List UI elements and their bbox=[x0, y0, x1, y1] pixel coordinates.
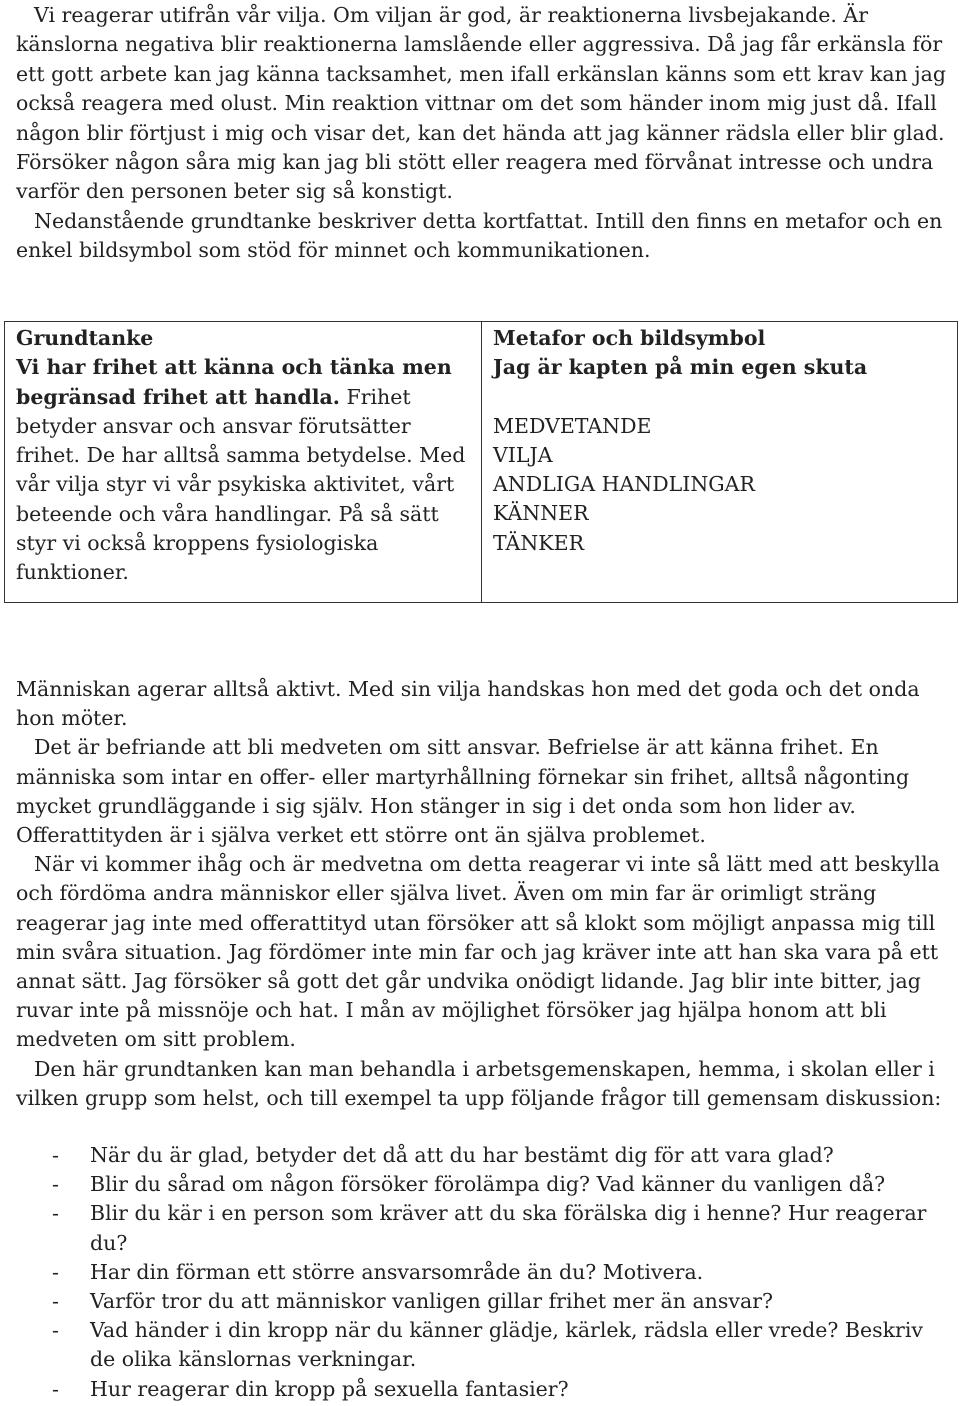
body-section bbox=[16, 675, 952, 1113]
question-text: Blir du sårad om någon försöker förolämpa dig? Vad känner du vanligen då? bbox=[90, 1172, 886, 1197]
question-item bbox=[52, 1170, 942, 1199]
metafor-header: Metafor och bildsymbol bbox=[493, 326, 766, 350]
grundtanke-table bbox=[4, 321, 958, 603]
metafor-item: VILJA bbox=[493, 442, 553, 467]
body-paragraph-4: Den här grundtanken kan man behandla i arbetsgemenskapen, hemma, i skolan eller i vilken grupp som helst, och till exempel ta upp följande frågor till gemensam diskussion: bbox=[16, 1056, 942, 1110]
question-text: Hur reagerar din kropp på sexuella fantasier? bbox=[90, 1376, 569, 1401]
intro-section bbox=[16, 0, 952, 266]
bullet-dash: - bbox=[52, 1376, 59, 1401]
metafor-item: MEDVETANDE bbox=[493, 413, 652, 438]
grundtanke-text: Frihet betyder ansvar och ansvar förutsätter frihet. De har alltså samma betydelse. Med vår vilja styr vi vår psykiska aktivitet, vårt beteende och våra handlingar. På så sätt styr vi också kroppens fysiologiska funktioner. bbox=[16, 384, 466, 585]
grundtanke-statement: Vi har frihet att känna och tänka men begränsad frihet att handla. bbox=[16, 355, 452, 409]
question-text: När du är glad, betyder det då att du har bestämt dig för att vara glad? bbox=[90, 1143, 834, 1167]
question-text: Varför tror du att människor vanligen gillar frihet mer än ansvar? bbox=[90, 1289, 773, 1314]
intro-paragraph-2: Nedanstående grundtanke beskriver detta kortfattat. Intill den finns en metafor och en enkel bildsymbol som stöd för minnet och kommunikationen. bbox=[16, 208, 943, 263]
intro-paragraph-1: Vi reagerar utifrån vår vilja. Om viljan är god, är reaktionerna livsbejakande. Är känslorna negativa blir reaktionerna lamslående eller aggressiva. Då jag får erkänsla för ett gott arbete kan jag känna tacksamhet, men ifall erkänslan känns som ett krav kan jag också reagera med olust. Min reaktion vittnar om det som händer inom mig just då. Ifall någon blir förtjust i mig och visar det, kan det hända att jag känner rädsla eller blir glad. Försöker någon såra mig kan jag bli stött eller reagera med förvånat intresse och undra varför den personen beter sig så konstigt. bbox=[16, 3, 946, 204]
metafor-item: KÄNNER bbox=[493, 501, 589, 526]
metafor-cell bbox=[482, 322, 958, 603]
body-paragraph-3: När vi kommer ihåg och är medvetna om detta reagerar vi inte så lätt med att beskylla och fördöma andra människor eller själva livet. Även om min far är orimligt sträng reagerar jag inte med offerattityd utan försöker att så klokt som möjligt anpassa mig till min svåra situation. Jag fördömer inte min far och jag kräver inte att han ska vara på ett annat sätt. Jag försöker så gott det går undvika onödigt lidande. Jag blir inte bitter, jag ruvar inte på missnöje och hat. I mån av möjlighet försöker jag hjälpa honom att bli medveten om sitt problem. bbox=[16, 852, 940, 1052]
question-item bbox=[52, 1141, 942, 1170]
question-text: Blir du kär i en person som kräver att du ska förälska dig i henne? Hur reagerar du? bbox=[90, 1201, 927, 1255]
question-item bbox=[52, 1316, 942, 1374]
body-paragraph-2: Det är befriande att bli medveten om sitt ansvar. Befrielse är att känna frihet. En människa som intar en offer- eller martyrhållning förnekar sin frihet, alltså någonting mycket grundläggande i sig själv. Hon stänger in sig i det onda som hon lider av. Offerattityden är i själva verket ett större ont än själva problemet. bbox=[16, 735, 910, 848]
bullet-dash: - bbox=[52, 1201, 59, 1226]
question-item bbox=[52, 1258, 942, 1287]
bullet-dash: - bbox=[52, 1172, 59, 1197]
metafor-item: ANDLIGA HANDLINGAR bbox=[493, 472, 755, 497]
metafor-statement: Jag är kapten på min egen skuta bbox=[493, 355, 868, 380]
bullet-dash: - bbox=[52, 1289, 59, 1314]
bullet-dash: - bbox=[52, 1143, 59, 1167]
metafor-list bbox=[493, 412, 947, 558]
question-list bbox=[52, 1141, 942, 1404]
question-item bbox=[52, 1199, 942, 1257]
bullet-dash: - bbox=[52, 1318, 59, 1343]
metafor-item: TÄNKER bbox=[493, 530, 585, 555]
document-page bbox=[16, 0, 952, 266]
question-text: Vad händer i din kropp när du känner glädje, kärlek, rädsla eller vrede? Beskriv de olika känslornas verkningar. bbox=[90, 1318, 923, 1372]
question-item bbox=[52, 1375, 942, 1404]
grundtanke-header: Grundtanke bbox=[16, 326, 154, 350]
question-item bbox=[52, 1287, 942, 1316]
question-text: Har din förman ett större ansvarsområde än du? Motivera. bbox=[90, 1259, 704, 1284]
grundtanke-cell bbox=[5, 322, 482, 603]
bullet-dash: - bbox=[52, 1259, 59, 1284]
body-paragraph-1: Människan agerar alltså aktivt. Med sin vilja handskas hon med det goda och det onda hon möter. bbox=[16, 677, 920, 731]
